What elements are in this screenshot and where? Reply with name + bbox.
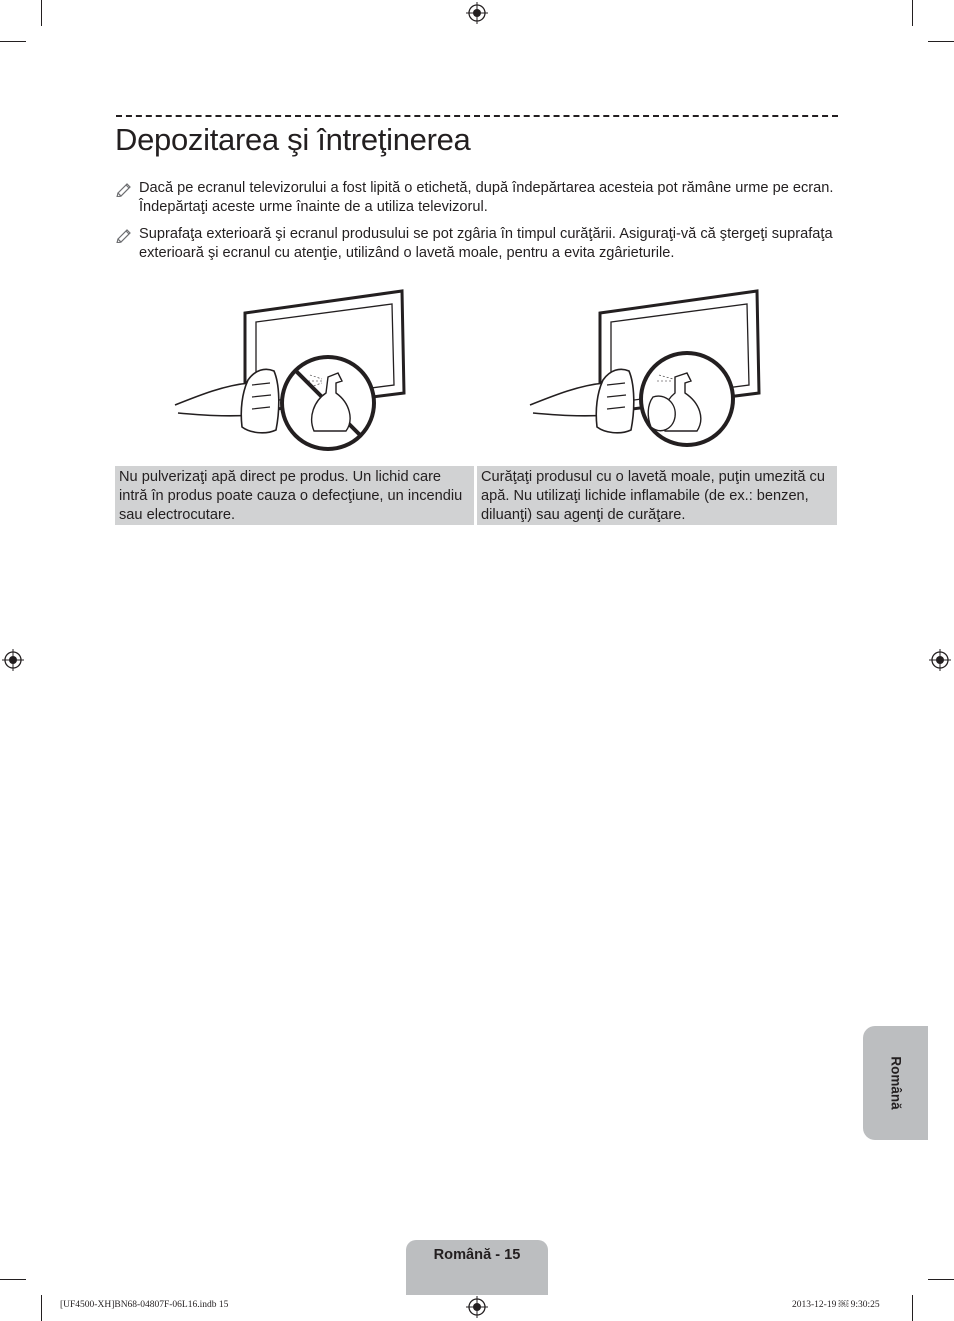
crop-mark (912, 0, 913, 26)
crop-mark (0, 1279, 26, 1280)
caption-no-spray: Nu pulverizaţi apă direct pe produs. Un lichid care intră în produs poate cauza o defecţiune, un incendiu sau electrocutare. (115, 466, 474, 525)
crop-mark (41, 0, 42, 26)
title-divider (116, 115, 838, 117)
crop-mark (0, 41, 26, 42)
pencil-note-icon (115, 225, 135, 243)
crop-mark (41, 1295, 42, 1321)
crop-mark (912, 1295, 913, 1321)
crop-mark (928, 1279, 954, 1280)
note-text: Suprafaţa exterioară şi ecranul produsului se pot zgâria în timpul curăţării. Asiguraţi-vă că ştergeţi suprafaţa exterioară şi ecranul cu atenţie, utilizând o lavetă moale, pentru a evita zgârieturile. (139, 226, 833, 261)
footer-file-info: [UF4500-XH]BN68-04807F-06L16.indb 15 (60, 1300, 229, 1310)
language-side-tab (863, 1026, 928, 1140)
cloth-cleaning-illustration (525, 285, 765, 457)
language-side-tab-label: Română (888, 1056, 903, 1110)
no-spray-illustration (170, 285, 410, 457)
registration-mark-icon (929, 649, 951, 671)
pencil-note-icon (115, 179, 135, 197)
page-number-label: Română - 15 (433, 1247, 521, 1263)
registration-mark-icon (466, 1296, 488, 1318)
crop-mark (928, 41, 954, 42)
caption-cloth-cleaning: Curăţaţi produsul cu o lavetă moale, puţin umezită cu apă. Nu utilizaţi lichide inflamabile (de ex.: benzen, diluanţi) sau agenţi de curăţare. (477, 466, 837, 525)
page-title: Depozitarea şi întreţinerea (115, 122, 471, 157)
registration-mark-icon (2, 649, 24, 671)
registration-mark-icon (466, 2, 488, 24)
footer-timestamp: 2013-12-19 ￼ 9:30:25 (792, 1300, 880, 1310)
page-number-tab (406, 1240, 548, 1295)
note-text: Dacă pe ecranul televizorului a fost lipită o etichetă, după îndepărtarea acesteia pot rămâne urme pe ecran. Îndepărtaţi aceste urme înainte de a utiliza televizorul. (139, 180, 834, 215)
